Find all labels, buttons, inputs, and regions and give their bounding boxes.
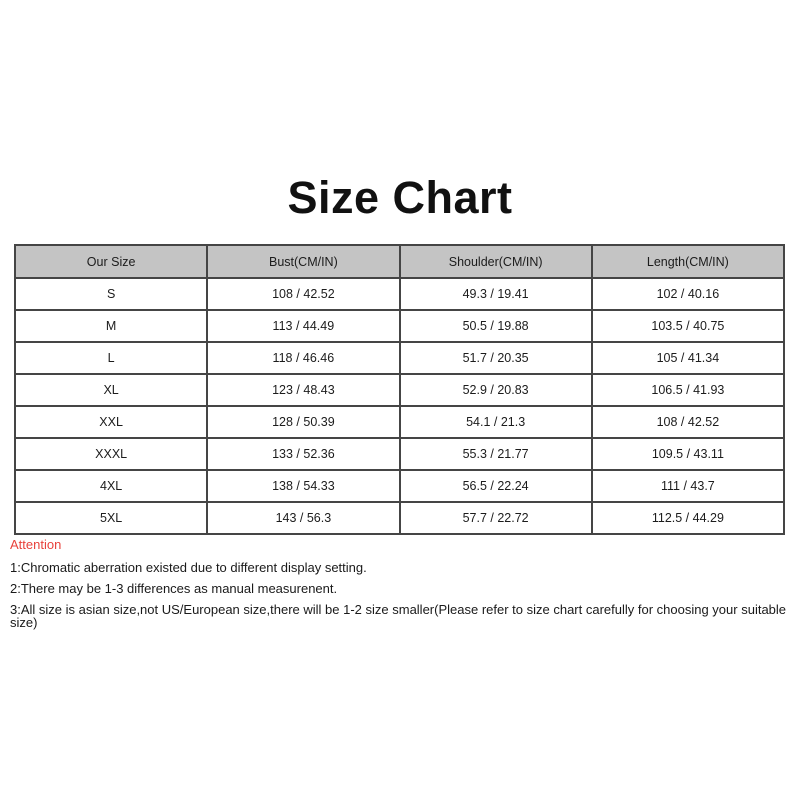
table-row (15, 342, 784, 374)
table-cell: XXL (15, 406, 207, 438)
table-cell: 128 / 50.39 (207, 406, 399, 438)
table-cell: 102 / 40.16 (592, 278, 784, 310)
table-cell: 106.5 / 41.93 (592, 374, 784, 406)
table-cell: 49.3 / 19.41 (400, 278, 592, 310)
table-cell: L (15, 342, 207, 374)
table-header-cell: Our Size (15, 245, 207, 278)
table-row (15, 278, 784, 310)
table-row (15, 502, 784, 534)
table-cell: M (15, 310, 207, 342)
table-cell: XXXL (15, 438, 207, 470)
attention-note: 1:Chromatic aberration existed due to different display setting. (10, 560, 367, 575)
table-header-cell: Length(CM/IN) (592, 245, 784, 278)
table-header-row (15, 245, 784, 278)
table-cell: S (15, 278, 207, 310)
table-row (15, 310, 784, 342)
table-cell: 123 / 48.43 (207, 374, 399, 406)
table-header-cell: Bust(CM/IN) (207, 245, 399, 278)
table-cell: 105 / 41.34 (592, 342, 784, 374)
table-cell: 143 / 56.3 (207, 502, 399, 534)
table-cell: 133 / 52.36 (207, 438, 399, 470)
table-cell: 112.5 / 44.29 (592, 502, 784, 534)
table-cell: XL (15, 374, 207, 406)
table-cell: 5XL (15, 502, 207, 534)
table-cell: 118 / 46.46 (207, 342, 399, 374)
table-cell: 103.5 / 40.75 (592, 310, 784, 342)
table-cell: 113 / 44.49 (207, 310, 399, 342)
table-cell: 50.5 / 19.88 (400, 310, 592, 342)
table-row (15, 470, 784, 502)
size-chart-table (14, 244, 785, 535)
table-cell: 54.1 / 21.3 (400, 406, 592, 438)
table-cell: 108 / 42.52 (207, 278, 399, 310)
table-cell: 57.7 / 22.72 (400, 502, 592, 534)
table-body (15, 278, 784, 534)
table-cell: 111 / 43.7 (592, 470, 784, 502)
table-cell: 55.3 / 21.77 (400, 438, 592, 470)
table-cell: 51.7 / 20.35 (400, 342, 592, 374)
table-row (15, 438, 784, 470)
table-row (15, 374, 784, 406)
table-cell: 138 / 54.33 (207, 470, 399, 502)
table-header (15, 245, 784, 278)
table-cell: 56.5 / 22.24 (400, 470, 592, 502)
table-header-cell: Shoulder(CM/IN) (400, 245, 592, 278)
attention-notes (10, 561, 790, 629)
table-cell: 4XL (15, 470, 207, 502)
attention-note: 3:All size is asian size,not US/European size,there will be 1-2 size smaller(Please refer to size chart carefully for choosing your suitable size) (10, 602, 787, 630)
table-row (15, 406, 784, 438)
table-cell: 52.9 / 20.83 (400, 374, 592, 406)
attention-heading: Attention (10, 537, 62, 552)
table-cell: 109.5 / 43.11 (592, 438, 784, 470)
attention-section (10, 537, 790, 637)
page-title: Size Chart (287, 172, 513, 223)
table-cell: 108 / 42.52 (592, 406, 784, 438)
attention-note: 2:There may be 1-3 differences as manual measurenent. (10, 581, 338, 596)
